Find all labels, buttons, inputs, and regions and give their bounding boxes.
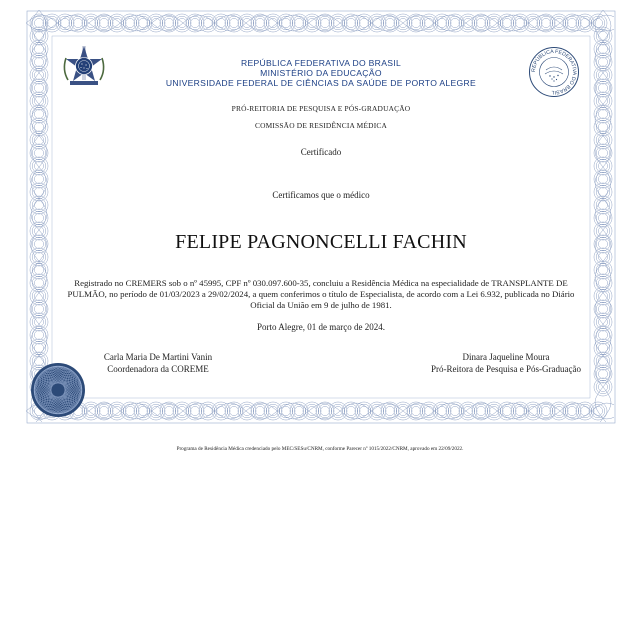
document-title: Certificado [300,147,342,157]
signature-left-name: Carla Maria De Martini Vanin [103,352,213,362]
intro-text: Certificamos que o médico [272,190,370,200]
subheader-pro-rectorate: PRÓ-REITORIA DE PESQUISA E PÓS-GRADUAÇÃO [231,104,411,113]
recipient-name: FELIPE PAGNONCELLI FACHIN [175,231,467,253]
signature-left-role: Coordenadora da COREME [107,363,209,374]
header-republic: REPÚBLICA FEDERATIVA DO BRASIL [240,58,402,68]
certificate-body: Registrado no CREMERS sob o nº 45995, CPF nº 030.097.600-35, concluiu a Residência Médica na especialidade de TRANSPLANTE DE PULMÃO, no período de 01/03/2023 a 29/02/2024, a quem conferimos o título de Especialista, de acordo com a Lei 6.932, publicada no Diário Oficial da União em 9 de julho de 1981. [67,278,575,311]
accreditation-footer: Programa de Residência Médica credenciado pelo MEC/SESu/CNRM, conforme Parecer nº 1015/2022/CNRM, aprovado em 22/09/2022. [176,446,464,452]
signature-right [406,352,606,375]
signature-right-name: Dinara Jaqueline Moura [462,352,550,362]
seal-text: REPÚBLICA FEDERATIVA DO BRASIL [530,48,578,96]
header-university: UNIVERSIDADE FEDERAL DE CIÊNCIAS DA SAÚDE DE PORTO ALEGRE [165,78,477,88]
signature-right-role: Pró-Reitora de Pesquisa e Pós-Graduação [431,363,581,374]
signature-left [58,352,258,375]
header-ministry: MINISTÉRIO DA EDUCAÇÃO [260,68,382,78]
place-date: Porto Alegre, 01 de março de 2024. [257,322,385,332]
subheader-commission: COMISSÃO DE RESIDÊNCIA MÉDICA [254,121,388,130]
certificate [26,10,616,424]
